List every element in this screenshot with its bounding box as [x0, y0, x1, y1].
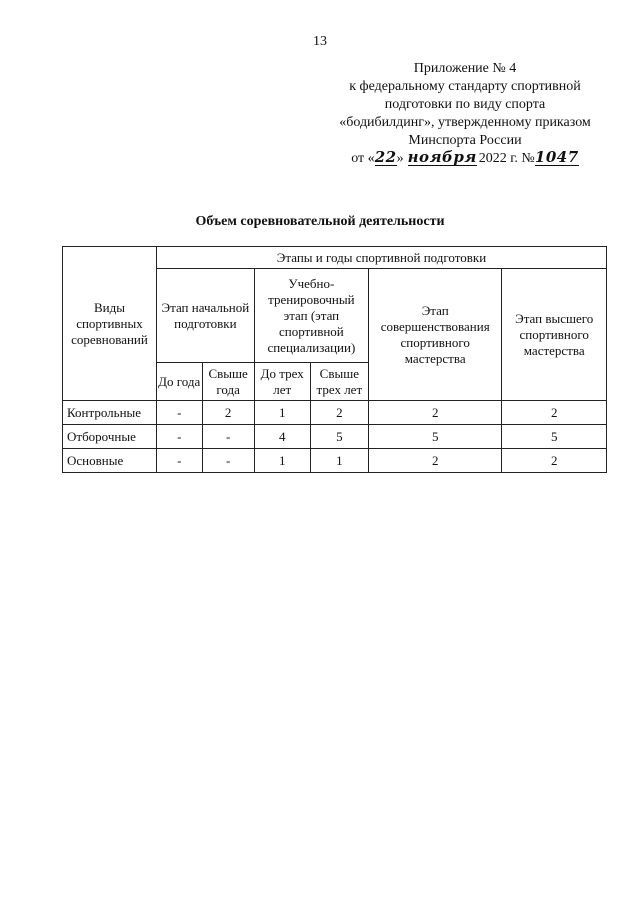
year-header: Свыше года: [202, 363, 254, 401]
table-row: [63, 401, 607, 425]
page-number: 13: [313, 34, 327, 49]
table-cell: 4: [254, 425, 310, 449]
date-mid: »: [396, 151, 404, 166]
year-header: До года: [156, 363, 202, 401]
table-cell: -: [156, 401, 202, 425]
appendix-line-5: Минспорта России: [408, 133, 522, 148]
document-title: Объем соревновательной деятельности: [195, 214, 445, 229]
handwritten-month: ноября: [407, 148, 477, 166]
competition-volume-table: [62, 246, 607, 473]
stage-header: Учебно-тренировочный этап (этап спортивной специализации): [254, 269, 368, 363]
table-cell: 2: [502, 401, 607, 425]
handwritten-order-number: 1047: [534, 148, 579, 166]
table-cell: 1: [254, 449, 310, 473]
row-header: Виды спортивных соревнований: [63, 247, 157, 401]
table-cell: 5: [310, 425, 368, 449]
table-cell: 1: [310, 449, 368, 473]
table-cell: -: [156, 425, 202, 449]
table-cell: 5: [369, 425, 502, 449]
appendix-line-1: Приложение № 4: [413, 61, 517, 76]
stage-header: Этап начальной подготовки: [156, 269, 254, 363]
table-cell: -: [156, 449, 202, 473]
row-label: Контрольные: [63, 401, 157, 425]
table-cell: 2: [369, 401, 502, 425]
order-date-line: [320, 150, 610, 168]
table-row: [63, 425, 607, 449]
table-cell: 1: [254, 401, 310, 425]
table-cell: 2: [202, 401, 254, 425]
table-cell: 2: [502, 449, 607, 473]
year-header: Свыше трех лет: [310, 363, 368, 401]
appendix-line-4: «бодибилдинг», утвержденному приказом: [339, 115, 591, 130]
appendix-block: [320, 60, 610, 168]
date-year: 2022 г. №: [478, 151, 535, 166]
table-cell: 2: [310, 401, 368, 425]
table-cell: -: [202, 449, 254, 473]
stage-header: Этап совершенствования спортивного мастерства: [369, 269, 502, 401]
date-prefix: от «: [351, 151, 375, 166]
appendix-line-2: к федеральному стандарту спортивной: [349, 79, 581, 94]
row-label: Отборочные: [63, 425, 157, 449]
table-row: [63, 449, 607, 473]
handwritten-day: 22: [374, 148, 397, 166]
row-label: Основные: [63, 449, 157, 473]
year-header: До трех лет: [254, 363, 310, 401]
stage-header: Этап высшего спортивного мастерства: [502, 269, 607, 401]
appendix-line-3: подготовки по виду спорта: [384, 97, 546, 112]
table-cell: -: [202, 425, 254, 449]
group-header: Этапы и годы спортивной подготовки: [156, 247, 606, 269]
table-cell: 2: [369, 449, 502, 473]
table-cell: 5: [502, 425, 607, 449]
